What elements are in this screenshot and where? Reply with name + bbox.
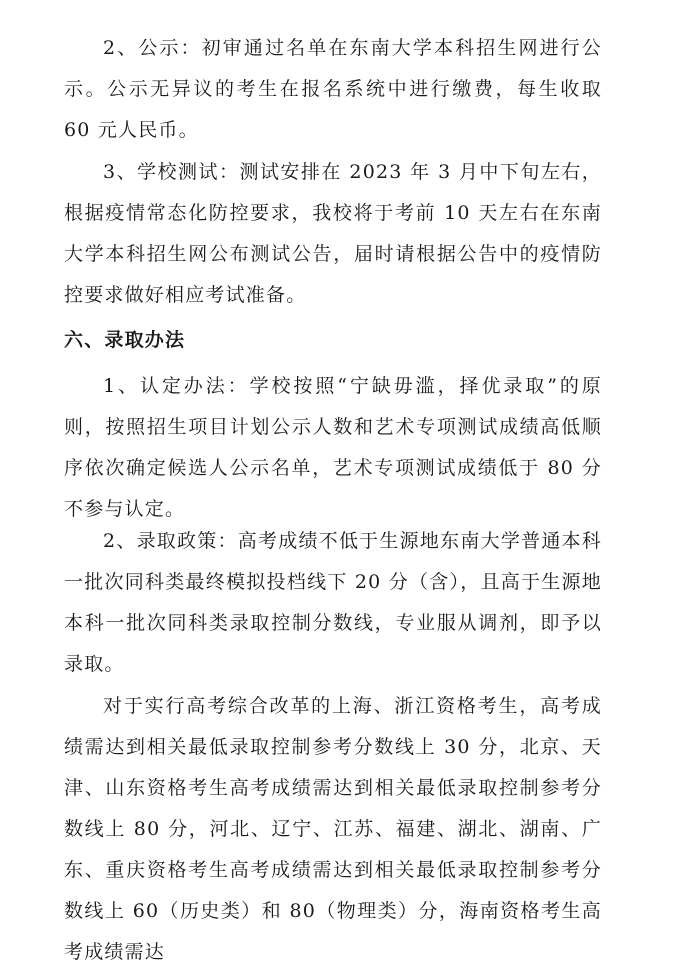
paragraph-school-test: 3、学校测试：测试安排在 2023 年 3 月中下旬左右，根据疫情常态化防控要求，我校将于考前 10 天左右在东南大学本科招生网公布测试公告，届时请根据公告中的疫情防控要求做好相应考试准备。 (64, 161, 602, 306)
paragraph-identification-method: 1、认定办法：学校按照“宁缺毋滥，择优录取”的原则，按照招生项目计划公示人数和艺术专项测试成绩高低顺序依次确定候选人公示名单，艺术专项测试成绩低于 80 分不参与认定。 (64, 375, 602, 520)
paragraph-admission-policy: 2、录取政策：高考成绩不低于生源地东南大学普通本科一批次同科类最终模拟投档线下 20 分（含），且高于生源地本科一批次同科类录取控制分数线，专业服从调剂，即予以录取。 (64, 530, 602, 675)
section-heading-admission-method: 六、录取办法 (64, 329, 186, 351)
paragraph-reform-provinces: 对于实行高考综合改革的上海、浙江资格考生，高考成绩需达到相关最低录取控制参考分数线上 30 分，北京、天津、山东资格考生高考成绩需达到相关最低录取控制参考分数线上 80 分，河北、辽宁、江苏、福建、湖北、湖南、广东、重庆资格考生高考成绩需达到相关最低录取控制参考分数线上 60（历史类）和 80（物理类）分，海南资格考生高考成绩需达 (64, 695, 602, 963)
paragraph-publicity: 2、公示：初审通过名单在东南大学本科招生网进行公示。公示无异议的考生在报名系统中进行缴费，每生收取 60 元人民币。 (64, 37, 602, 141)
